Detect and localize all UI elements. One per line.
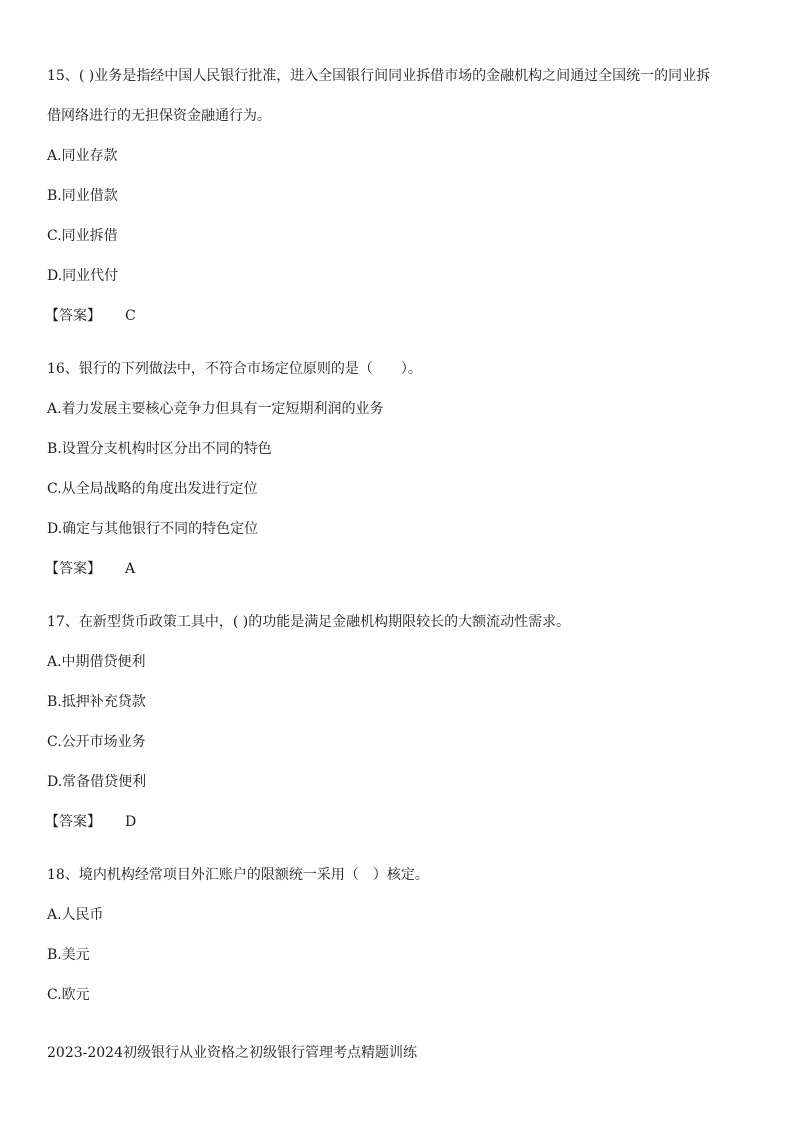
answer-value: D — [125, 814, 137, 830]
question-17-option-b: B.抵押补充贷款 — [47, 694, 146, 710]
question-17-option-a: A.中期借贷便利 — [47, 654, 146, 670]
question-15-option-c: C.同业拆借 — [47, 228, 118, 244]
question-15-stem-line1: 15、( )业务是指经中国人民银行批准，进入全国银行间同业拆借市场的金融机构之间通过全国统一的同业拆 — [47, 68, 711, 84]
question-15-answer-row — [47, 306, 764, 326]
answer-label: 【答案】 — [45, 308, 101, 324]
question-16-stem-line1: 16、银行的下列做法中，不符合市场定位原则的是（ ）。 — [47, 361, 422, 377]
question-16-option-b: B.设置分支机构时区分出不同的特色 — [47, 441, 272, 457]
answer-value: A — [125, 561, 136, 577]
question-16-option-a: A.着力发展主要核心竞争力但具有一定短期利润的业务 — [47, 401, 384, 417]
question-15-stem-line2: 借网络进行的无担保资金融通行为。 — [47, 108, 271, 124]
question-18-option-c: C.欧元 — [47, 987, 90, 1003]
question-17-option-c: C.公开市场业务 — [47, 734, 146, 750]
answer-value: C — [125, 308, 136, 324]
question-15-option-b: B.同业借款 — [47, 188, 118, 204]
question-18-stem-line1: 18、境内机构经常项目外汇账户的限额统一采用（ ）核定。 — [47, 867, 429, 883]
question-17-option-d: D.常备借贷便利 — [47, 774, 147, 790]
question-16-option-d: D.确定与其他银行不同的特色定位 — [47, 521, 259, 537]
question-18-option-a: A.人民币 — [47, 907, 104, 923]
question-15-option-a: A.同业存款 — [47, 148, 118, 164]
question-18-option-b: B.美元 — [47, 947, 90, 963]
answer-label: 【答案】 — [45, 561, 101, 577]
question-17-answer-row — [47, 812, 764, 832]
question-17-stem-line1: 17、在新型货币政策工具中，( )的功能是满足金融机构期限较长的大额流动性需求。 — [47, 614, 571, 630]
question-16-option-c: C.从全局战略的角度出发进行定位 — [47, 481, 258, 497]
page-footer: 2023-2024初级银行从业资格之初级银行管理考点精题训练 — [47, 1045, 417, 1061]
question-16-answer-row — [47, 559, 764, 579]
answer-label: 【答案】 — [45, 814, 101, 830]
question-15-option-d: D.同业代付 — [47, 268, 119, 284]
